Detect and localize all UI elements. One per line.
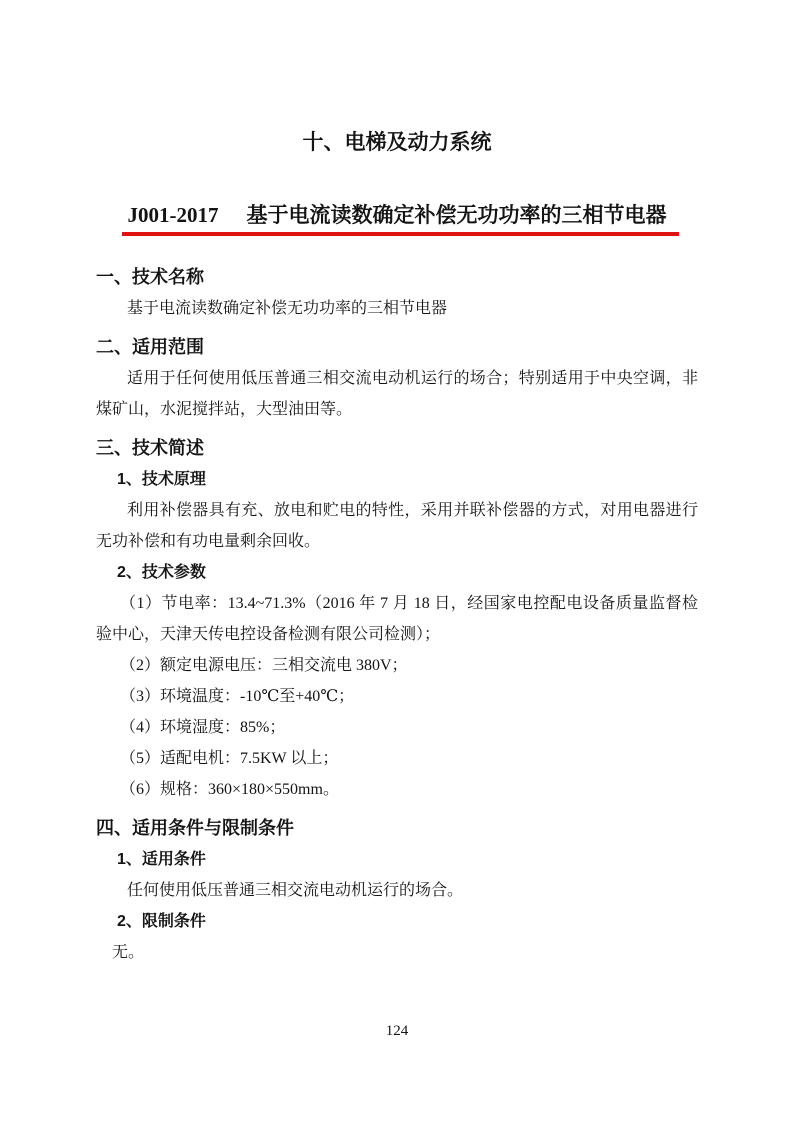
paragraph-line: 利用补偿器具有充、放电和贮电的特性，采用并联补偿器的方式，对用电器进行 [127,502,698,519]
section-heading: 四、适用条件与限制条件 [96,818,294,838]
parameter-item-line: （2）额定电源电压：三相交流电 380V； [120,657,408,674]
subsection-heading-applicable-conditions: 1、适用条件 [117,851,206,868]
section-scope [96,332,698,425]
section-tech-name [96,262,698,324]
paragraph-line: 基于电流读数确定补偿无功功率的三相节电器 [127,300,448,317]
paragraph-line: 煤矿山，水泥搅拌站，大型油田等。 [96,401,353,418]
paragraph-line: 任何使用低压普通三相交流电动机运行的场合。 [127,882,464,899]
parameter-item-line: （6）规格：360×180×550mm。 [120,781,339,798]
entry-title: 基于电流读数确定补偿无功功率的三相节电器 [246,204,667,227]
section-tech-summary [96,433,698,805]
paragraph-line: 无。 [112,944,145,961]
parameter-item-line: （1）节电率：13.4~71.3%（2016 年 7 月 18 日，经国家电控配电设备质量监督检 [120,595,698,612]
section-conditions [96,813,698,968]
parameter-item-line: （4）环境湿度：85%； [120,719,286,736]
subsection-heading-principle: 1、技术原理 [117,471,206,488]
subsection-heading-parameters: 2、技术参数 [117,564,206,581]
paragraph-line: 适用于任何使用低压普通三相交流电动机运行的场合；特别适用于中央空调，非 [127,370,698,387]
parameter-item-line: 验中心，天津天传电控设备检测有限公司检测）； [96,626,441,643]
title-red-underline [122,232,679,236]
chapter-title: 十、电梯及动力系统 [302,131,492,154]
section-heading: 一、技术名称 [96,267,204,287]
paragraph-line: 无功补偿和有功电量剩余回收。 [96,533,321,550]
parameter-item-line: （5）适配电机：7.5KW 以上； [120,750,339,767]
section-heading: 三、技术简述 [96,438,204,458]
entry-title-line [96,202,698,229]
parameter-item-line: （3）环境温度：-10℃至+40℃； [120,688,355,705]
entry-title-block [96,202,698,236]
subsection-heading-limiting-conditions: 2、限制条件 [117,913,206,930]
section-heading: 二、适用范围 [96,337,204,357]
entry-code: J001-2017 [127,203,219,227]
page-number: 124 [385,1023,409,1039]
